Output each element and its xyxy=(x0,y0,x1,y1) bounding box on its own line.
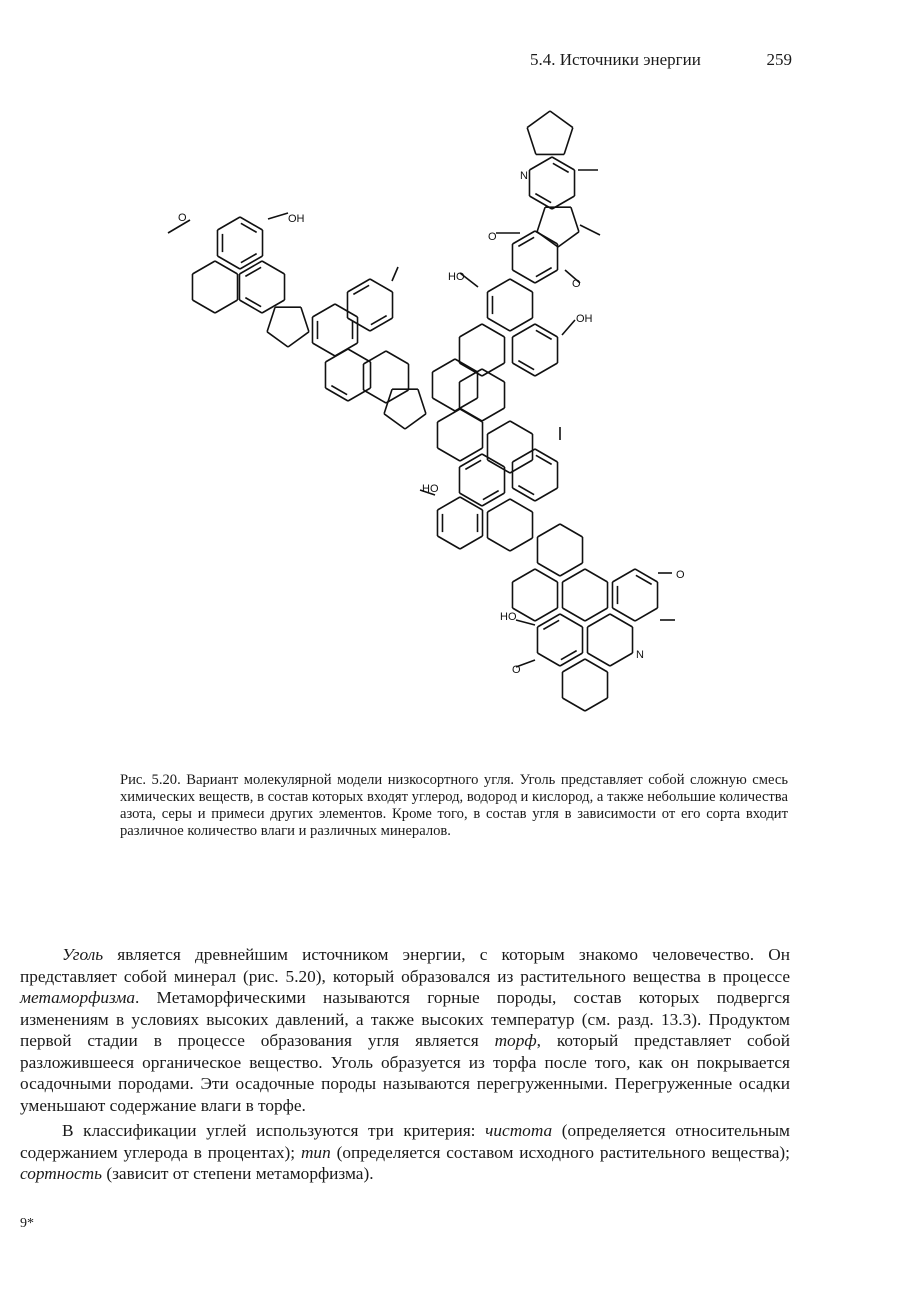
bond-line xyxy=(459,324,482,337)
bond-line xyxy=(268,213,288,219)
paragraph xyxy=(20,1120,790,1185)
bond-line xyxy=(512,569,535,582)
bond-line xyxy=(215,261,238,274)
bond-line xyxy=(535,363,558,376)
bond-line xyxy=(512,488,535,501)
bond-line xyxy=(405,414,426,429)
bond-line xyxy=(562,608,585,621)
bond-line xyxy=(585,659,608,672)
bond-line xyxy=(482,369,505,382)
bond-line xyxy=(347,279,370,292)
bond-line xyxy=(537,653,560,666)
atom-label: O xyxy=(572,278,581,290)
atom-label: O xyxy=(488,231,497,243)
atom-label: N xyxy=(520,170,528,182)
bond-line xyxy=(537,524,560,537)
bond-line xyxy=(267,307,275,332)
bond-line xyxy=(192,300,215,313)
text-run: , который представляет собой разложившееся органическое вещество. Уголь образуется из торфа после того, как он покрывается осадочными породами. Эти осадочные породы называются перегруженными. Перегруженные осадки уменьшают содержание влаги в торфе. xyxy=(20,1031,790,1115)
bond-line xyxy=(487,279,510,292)
bond-line xyxy=(512,270,535,283)
bond-line xyxy=(537,614,560,627)
bond-line xyxy=(418,389,426,414)
body-text xyxy=(20,944,790,1185)
bond-line xyxy=(562,659,585,672)
atom-label: HO xyxy=(500,611,517,623)
bond-line xyxy=(560,563,583,576)
bond-line xyxy=(437,536,460,549)
bond-line xyxy=(432,359,455,372)
bond-line xyxy=(512,363,535,376)
italic-term: тип xyxy=(300,1142,331,1162)
bond-line xyxy=(564,128,573,155)
atom-label: HO xyxy=(422,483,439,495)
bond-line xyxy=(335,304,358,317)
bond-line xyxy=(384,389,392,414)
bond-line xyxy=(635,608,658,621)
bond-line xyxy=(262,261,285,274)
bond-line xyxy=(437,497,460,510)
bond-line xyxy=(537,563,560,576)
bond-line xyxy=(437,448,460,461)
bond-line xyxy=(560,653,583,666)
bond-line xyxy=(384,414,405,429)
italic-term: метаморфизма xyxy=(20,988,136,1007)
text-run: В классификации углей используются три критерия: xyxy=(62,1121,486,1140)
bond-line xyxy=(580,225,600,235)
bond-line xyxy=(585,698,608,711)
bond-line xyxy=(635,569,658,582)
bond-line xyxy=(392,267,398,281)
bond-line xyxy=(510,318,533,331)
bond-line xyxy=(370,279,393,292)
italic-term: сортность xyxy=(20,1164,103,1183)
bond-line xyxy=(487,538,510,551)
italic-term: Уголь xyxy=(62,945,104,964)
atom-label: OH xyxy=(288,213,305,225)
bond-line xyxy=(535,569,558,582)
bond-line xyxy=(370,318,393,331)
bond-line xyxy=(432,398,455,411)
bond-line xyxy=(482,454,505,467)
bond-line xyxy=(527,128,536,155)
bond-line xyxy=(610,653,633,666)
bond-line xyxy=(487,460,510,473)
bond-line xyxy=(459,369,482,382)
bond-line xyxy=(363,390,386,403)
bond-line xyxy=(535,231,558,244)
atom-label: O xyxy=(676,569,685,581)
italic-term: чистота xyxy=(485,1121,553,1140)
paragraph xyxy=(20,944,790,1116)
bond-line xyxy=(510,538,533,551)
bond-line xyxy=(562,320,575,335)
bond-line xyxy=(610,614,633,627)
bond-line xyxy=(587,653,610,666)
bond-line xyxy=(587,614,610,627)
bond-line xyxy=(512,324,535,337)
atom-label: OH xyxy=(576,313,593,325)
running-header xyxy=(530,50,792,70)
signature-mark: 9* xyxy=(20,1216,34,1231)
bond-line xyxy=(460,536,483,549)
bond-line xyxy=(239,300,262,313)
bond-line xyxy=(535,608,558,621)
bond-line xyxy=(562,569,585,582)
bond-line xyxy=(312,343,335,356)
bond-line xyxy=(510,279,533,292)
bond-line xyxy=(192,261,215,274)
bond-line xyxy=(267,332,288,347)
bond-line xyxy=(455,359,478,372)
bond-line xyxy=(347,318,370,331)
bond-line xyxy=(537,207,545,232)
bond-line xyxy=(459,363,482,376)
bond-line xyxy=(516,620,535,625)
bond-line xyxy=(529,157,552,170)
bond-line xyxy=(487,421,510,434)
bond-line xyxy=(510,499,533,512)
bond-line xyxy=(535,324,558,337)
bond-line xyxy=(301,307,309,332)
bond-line xyxy=(550,111,573,128)
text-run: . Метаморфическими называются горные породы, состав которых подвергся изменениям в условиях высоких давлений, а также высоких температур (см. разд. 13.3). Продуктом первой стадии в процессе образования угля является xyxy=(20,988,790,1050)
atom-label: O xyxy=(178,212,187,224)
text-run: является древнейшим источником энергии, с которым знакомо человечество. Он представляет собой минерал (рис. 5.20), который образовался из растительного вещества в процессе xyxy=(20,945,790,986)
italic-term: торф xyxy=(494,1031,537,1050)
bond-line xyxy=(325,349,348,362)
bond-line xyxy=(288,332,309,347)
bond-line xyxy=(535,449,558,462)
bond-line xyxy=(215,300,238,313)
bond-line xyxy=(482,408,505,421)
page-number: 259 xyxy=(766,50,792,69)
bond-line xyxy=(527,111,550,128)
section-title: 5.4. Источники энергии xyxy=(530,50,701,69)
coal-molecule-figure xyxy=(160,95,700,715)
bond-line xyxy=(217,217,240,230)
bond-line xyxy=(612,608,635,621)
bond-line xyxy=(535,488,558,501)
bond-line xyxy=(558,232,579,247)
bond-line xyxy=(386,351,409,364)
bond-line xyxy=(363,351,386,364)
bond-line xyxy=(585,608,608,621)
bond-line xyxy=(552,157,575,170)
bond-line xyxy=(459,454,482,467)
atom-label: O xyxy=(512,664,521,676)
bond-line xyxy=(560,524,583,537)
bond-line xyxy=(560,614,583,627)
bond-line xyxy=(348,349,371,362)
bond-line xyxy=(571,207,579,232)
bond-line xyxy=(240,217,263,230)
atom-label: HO xyxy=(448,271,465,283)
atom-label: N xyxy=(636,649,644,661)
bond-line xyxy=(437,409,460,422)
bond-line xyxy=(562,698,585,711)
bond-line xyxy=(535,270,558,283)
bond-line xyxy=(348,388,371,401)
bond-line xyxy=(325,388,348,401)
molecular-structure-diagram xyxy=(160,95,700,715)
text-run: (определяется составом исходного растительного вещества); xyxy=(330,1142,790,1162)
bond-line xyxy=(585,569,608,582)
bond-line xyxy=(612,569,635,582)
bond-line xyxy=(460,448,483,461)
bond-line xyxy=(217,256,240,269)
bond-line xyxy=(312,304,335,317)
figure-caption: Рис. 5.20. Вариант молекулярной модели низкосортного угля. Уголь представляет собой сложную смесь химических веществ, в состав которых входят углерод, водород и кислород, а также небольшие количества азота, серы и примеси других элементов. Кроме того, в состав угля в зависимости от его сорта входит различное количество влаги и различных минералов. xyxy=(120,772,788,839)
bond-line xyxy=(482,363,505,376)
bond-line xyxy=(460,409,483,422)
text-run: (зависит от степени метаморфизма). xyxy=(102,1164,374,1183)
bond-line xyxy=(510,421,533,434)
text-run: (определяется относительным содержанием углерода в процентах); xyxy=(20,1121,790,1162)
